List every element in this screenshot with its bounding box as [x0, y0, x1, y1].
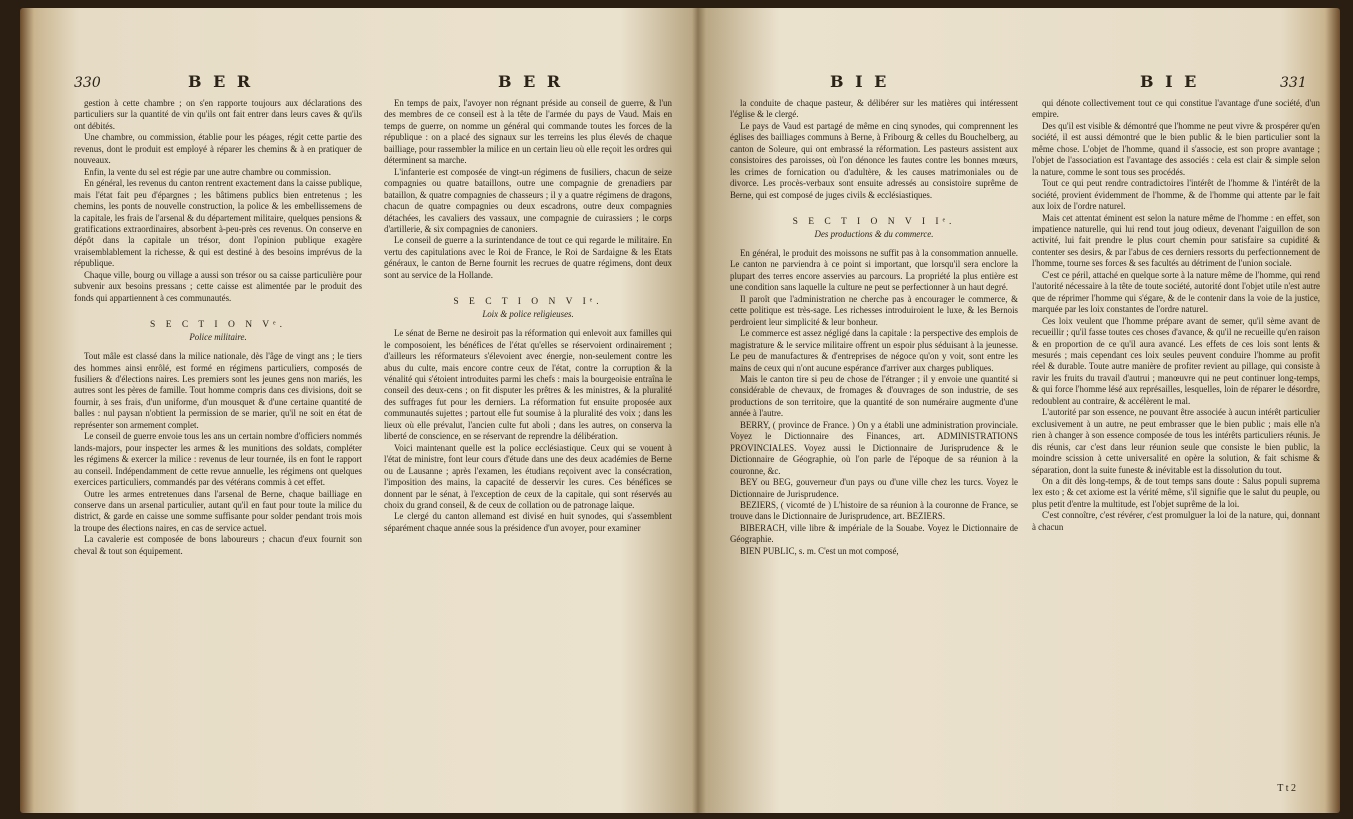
paragraph: En général, le produit des moissons ne suffit pas à la consommation annuelle. Le canton ne parviendra à ce point si important, que lorsqu'il sera enclore la plupart des terres encore asservies au parcours. La propriété la plus entière est une condition sans laquelle la culture ne peut se perfectionner à un haut degré.	[730, 247, 1018, 293]
paragraph: Le conseil de guerre a la surintendance de tout ce qui regarde le militaire. En vertu des capitulations avec le Roi de France, le Roi de Sardaigne & les Etats généraux, le canton de Berne fournit les recrues de quatre régimens, dont deux sont au service de la Hollande.	[384, 235, 672, 280]
paragraph: Mais cet attentat éminent est selon la nature même de l'homme : en effet, son impatience naturelle, qui lui rend tout joug odieux, devenant l'aiguillon de son activité, lui fait prendre le plus court chemin pour satisfaire sa cupidité & contenter ses desirs, & par l'abus de ces derniers ressorts du perfectionnement de l'homme, tourne ses forces & ses facultés au détriment de l'union sociale.	[1032, 212, 1320, 269]
paragraph: En temps de paix, l'avoyer non régnant préside au conseil de guerre, & l'un des membres de ce conseil est à la tête de l'armée du pays de Vaud. Mais en temps de guerre, on nomme un général qui commande toutes les forces de la république : on a placé des signaux sur les terreins les plus élevés de chaque bailliage, pour rassembler la milice en un certain lieu où elle reçoit les ordres qui déterminent sa marche.	[384, 98, 672, 166]
paragraph: Ces loix veulent que l'homme prépare avant de semer, qu'il sème avant de recueillir ; qu'il fasse toutes ces choses d'avance, & qu'il ne recueille qu'en raison & en proportion de ce qu'il aura avancé. Les effets de ces lois sont lents & mesurés ; mais cependant ces loix seules peuvent conduire l'homme au profit réel & durable. Toute autre manière de profiter revient au pillage, qui consiste à ravir les fruits du travail d'autrui ; manœuvre qui ne peut continuer long-temps, & qui force l'homme lésé aux représailles, lesquelles, loin de réparer le désordre, redoublent au contraire, & accélèrent le mal.	[1032, 315, 1320, 406]
right-running-head	[710, 72, 1330, 94]
dictionary-entry: BERRY, ( province de France. ) On y a établi une administration provinciale. Voyez le Dictionnaire des Finances, art. ADMINISTRATIONS PROVINCIALES. Voyez aussi le Dictionnaire de Jurisprudence & le Dictionnaire de Géographie, où l'on parle de l'époque de sa réunion à la couronne, &c.	[730, 419, 1018, 476]
paragraph: Tout mâle est classé dans la milice nationale, dès l'âge de vingt ans ; le tiers des hommes ainsi enrôlé, est formé en régimens particuliers, composés de fusiliers & d'élections naires. Les premiers sont les jeunes gens non mariés, les autres sont les pères de famille. Tout homme compris dans ces divisions, doit se fournir, à ses frais, d'un uniforme, d'un mousquet & d'une certaine quantité de balles : nul paysan n'obtient la permission de se marier, qu'il ne soit en état de représenter son armement complet.	[74, 351, 362, 430]
paragraph: La cavalerie est composée de bons laboureurs ; chacun d'eux fournit son cheval & tout son équipement.	[74, 534, 362, 556]
signature-mark: T t 2	[1277, 783, 1296, 794]
section-heading: S E C T I O N V I Iᵉ.	[792, 217, 956, 228]
dictionary-entry: BEY ou BEG, gouverneur d'un pays ou d'une ville chez les turcs. Voyez le Dictionnaire de Jurisprudence.	[730, 477, 1018, 499]
paragraph: En général, les revenus du canton rentrent exactement dans la caisse publique, mais l'état fait peu d'épargnes ; les bâtimens publics bien entretenus ; les chemins, les ponts de nouvelle construction, la police & les embellissemens de la capitale, les frais de l'arsenal & du département militaire, quelques pensions & gratifications extraordinaires, absorbent à-peu-près ces revenus. On conserve en dépôt dans la capitale un trésor, dont l'opinion publique exagère vraisemblablement la richesse, & qui est destiné à des besoins imprévus de la république.	[74, 178, 362, 269]
paragraph: gestion à cette chambre ; on s'en rapporte toujours aux déclarations des particuliers sur la quantité de vin qu'ils ont fait entrer dans leurs caves & qu'ils ont débités.	[74, 98, 362, 131]
text-column	[74, 98, 362, 557]
paragraph: Mais le canton tire si peu de chose de l'étranger ; il y envoie une quantité si considérable de chevaux, de fromages & d'ouvrages de son industrie, de ses productions de son territoire, que la quantité de son numéraire augmente d'une année à l'autre.	[730, 373, 1018, 419]
left-page	[38, 18, 698, 808]
paragraph: On a dit dès long-temps, & de tout temps sans doute : Salus populi suprema lex esto ; & cet axiome est la vérité même, s'il signifie que le salut du peuple, ou plus petit d'entre la multitude, est l'objet suprême de la loi.	[1032, 475, 1320, 509]
paragraph: Outre les armes entretenues dans l'arsenal de Berne, chaque bailliage en conserve dans un arsenal particulier, autant qu'il en faut pour toute la milice du district, & garde en caisse une somme suffisante pour solder pendant trois mois la troupe des élections naires, en cas de service actuel.	[74, 488, 362, 533]
running-head-word: B I E	[1140, 72, 1200, 91]
paragraph: C'est connoître, c'est révérer, c'est promulguer la loi de la nature, qui, donnant à chacun	[1032, 510, 1320, 532]
paragraph: Le commerce est assez négligé dans la capitale : la perspective des emplois de magistrature & le service militaire offrent un espoir plus séduisant à la jeunesse. Le peu de manufactures & d'entreprises de négoce qu'on y voit, sont entre les mains de ceux qui n'ont aucune espérance d'arriver aux charges publiques.	[730, 328, 1018, 373]
paragraph: Enfin, la vente du sel est régie par une autre chambre ou commission.	[84, 166, 331, 177]
paragraph: qui dénote collectivement tout ce qui constitue l'avantage d'une société, d'un empire.	[1032, 98, 1320, 120]
running-head-word: B E R	[188, 72, 254, 91]
section-heading: S E C T I O N Vᵉ.	[150, 320, 286, 331]
paragraph: Tout ce qui peut rendre contradictoires l'intérêt de l'homme & l'intérêt de la société, provient évidemment de l'homme, & de l'homme qui attente par le fait aux loix de l'ordre naturel.	[1032, 178, 1320, 212]
section-subtitle: Des productions & du commerce.	[814, 228, 934, 239]
paragraph: Chaque ville, bourg ou village a aussi son trésor ou sa caisse particulière pour subvenir aux besoins pressans ; cette caisse est alimentée par le produit des fonds qui appartiennent à ces communautés.	[74, 269, 362, 303]
paragraph: Voici maintenant quelle est la police ecclésiastique. Ceux qui se vouent à l'état de ministre, font leur cours d'étude dans une des deux académies de Berne ou de Lausanne ; après l'examen, les étudians reçoivent avec la consécration, l'imposition des mains, la capacité de desservir les cures. Ces bénéfices se donnent par le sénat, à l'exception de ceux de la capitale, qui sont réservés au choix du grand conseil, & de ceux de collation ou de patronage laïque.	[384, 442, 672, 510]
paragraph: Le sénat de Berne ne desiroit pas la réformation qui enlevoit aux familles qui le composoient, les bénéfices de l'état qu'elles se réservoient ordinairement ; d'ailleurs les réformateurs s'élevoient avec énergie, non-seulement contre les abus du culte, mais encore contre ceux de l'état, contre la corruption & la vénalité qui s'étoient introduites parmi les chefs : mais la bourgeoisie entraîna le conseil des deux-cens ; on fit disputer les prêtres & les ministres, & la pluralité des suffrages fut pour les derniers. La réformation fut ensuite proposée aux communautés sujettes ; partout elle fut soumise à la pluralité des voix ; dans les lieux où elle prévalut, l'ancien culte fut aboli ; dans les autres, on conserva la liberté de conscience, en se réservant de reprendre la délibération.	[384, 328, 672, 442]
paragraph: Le pays de Vaud est partagé de même en cinq synodes, qui comprennent les églises des bailliages communs à Berne, à Fribourg & celles du Bouchelberg, au canton de Soleure, qui ont embrassé la réformation. Les pasteurs assistent aux consistoires des paroisses, où l'on dénonce les fautes contre les bonnes mœurs, les crimes de fornication ou d'adultère, & les causes matrimoniales ou de divorce. Les procès-verbaux sont ensuite adressés au consistoire suprême de Berne, qui est composé de juges civils & ecclésiastiques.	[730, 120, 1018, 200]
running-head-word: B E R	[498, 72, 564, 91]
section-heading: S E C T I O N V Iᵉ.	[453, 297, 603, 308]
paragraph: la conduite de chaque pasteur, & délibérer sur les matières qui intéressent l'église & le clergé.	[730, 98, 1018, 120]
dictionary-entry: BEZIERS, ( vicomté de ) L'histoire de sa réunion à la couronne de France, se trouve dans le Dictionnaire de Jurisprudence, art. BEZIERS.	[730, 499, 1018, 522]
book-spread	[20, 8, 1340, 813]
page-number: 330	[74, 75, 101, 91]
text-column	[1032, 98, 1320, 533]
dictionary-entry: BIBERACH, ville libre & impériale de la Souabe. Voyez le Dictionnaire de Géographie.	[730, 522, 1018, 545]
text-column	[730, 98, 1018, 557]
page-number: 331	[1280, 75, 1307, 91]
paragraph: Des qu'il est visible & démontré que l'homme ne peut vivre & prospérer qu'en société, il est aussi démontré que le bien public & le bien particulier sont la même chose. L'objet de l'homme, quand il s'associe, est son propre avantage ; l'objet de l'association est l'avantage des associés : cela est clair & simple selon la nature, comme le sont tous ses procédés.	[1032, 120, 1320, 177]
paragraph: Il paroît que l'administration ne cherche pas à encourager le commerce, & cette politique est très-sage. Les richesses introduiroient le luxe, & les Bernois perdroient leur simplicité & leur bonheur.	[730, 293, 1018, 327]
paragraph: Le clergé du canton allemand est divisé en huit synodes, qui s'assemblent séparément chaque année sous la présidence d'un avoyer, pour examiner	[384, 511, 672, 533]
paragraph: C'est ce péril, attaché en quelque sorte à la nature même de l'homme, qui rend l'autorité nécessaire à la tête de toute société, autorité dont l'objet utile n'est autre que de réprimer l'homme qui s'égare, & de le contenir dans la voie de la justice, marquée par les loix constantes de l'ordre naturel.	[1032, 269, 1320, 315]
paragraph: Le conseil de guerre envoie tous les ans un certain nombre d'officiers nommés lands-majors, pour inspecter les armes & les munitions des soldats, compléter les régimens & exercer la milice : revenus de leur tournée, ils en font le rapport au conseil. Indépendamment de cette revue annuelle, les régimens ont quelques exercices particuliers, commandés par des vétérans commis à cet effet.	[74, 431, 362, 488]
left-running-head	[38, 72, 698, 94]
running-head-word: B I E	[830, 72, 890, 91]
section-subtitle: Loix & police religieuses.	[482, 308, 574, 319]
dictionary-entry: BIEN PUBLIC, s. m. C'est un mot composé,	[740, 545, 899, 556]
section-subtitle: Police militaire.	[189, 331, 247, 342]
right-page	[710, 18, 1330, 808]
paragraph: L'infanterie est composée de vingt-un régimens de fusiliers, chacun de seize compagnies ou quatre bataillons, outre une compagnie de grenadiers par bataillon, & quatre compagnies de chasseurs ; il y a quatre régimens de dragons, chacun de quatre compagnies ou deux escadrons, outre deux compagnies détachées, les cavaliers des vassaux, une compagnie de cuirassiers ; le corps d'artillerie, & six compagnies de canoniers.	[384, 166, 672, 234]
paragraph: Une chambre, ou commission, établie pour les péages, régit cette partie des revenus, dont le produit est employé à réparer les chemins & à en pratiquer de nouveaux.	[74, 132, 362, 166]
text-column	[384, 98, 672, 534]
paragraph: L'autorité par son essence, ne pouvant être associée à aucun intérêt particulier exclusivement à un autre, ne peut embrasser que le bien public ; mais elle n'a rien à changer à son essence composée de tous les intérêts particuliers réunis. Je dis réunis, car c'est dans leur réunion seule que consiste le bien public, la moindre scission à cette universalité en opère la solution, & fait schisme & séparation, dont la suite funeste & inévitable est la dissolution du tout.	[1032, 407, 1320, 475]
